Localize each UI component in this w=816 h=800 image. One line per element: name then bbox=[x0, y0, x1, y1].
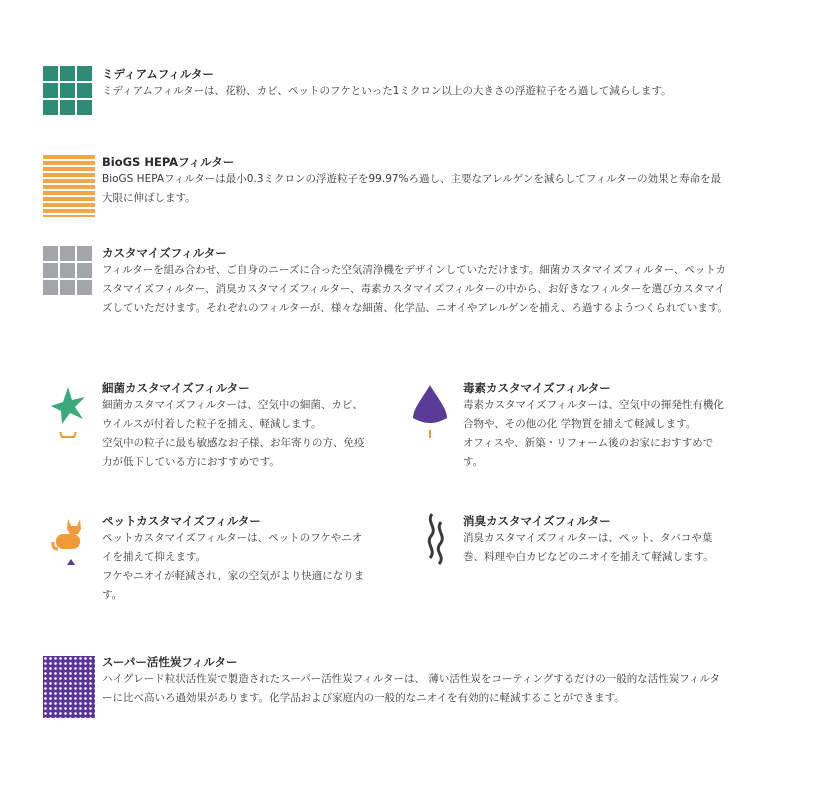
hepa-filter-desc: BioGS HEPAフィルターは最小0.3ミクロンの浮遊粒子を99.97%ろ過し、主要なアレルゲンを減らしてフィルターの効果と寿命を最 大限に伸ばします。 bbox=[102, 173, 722, 204]
antibacterial-section bbox=[102, 380, 402, 472]
medium-filter-section bbox=[102, 66, 782, 101]
antibacterial-title: 細菌カスタマイズフィルター bbox=[102, 381, 250, 395]
pet-section bbox=[102, 513, 402, 605]
hepa-filter-title: BioGS HEPAフィルター bbox=[102, 155, 235, 169]
deodorize-section bbox=[463, 513, 763, 567]
medium-filter-title: ミディアムフィルター bbox=[102, 67, 214, 81]
gray-grid-icon bbox=[43, 246, 92, 295]
purple-dots-icon bbox=[43, 656, 95, 718]
antibacterial-desc: 細菌カスタマイズフィルターは、空気中の細菌、カビ、 ウイルスが付着した粒子を捕え、軽減します。 空気中の粒子に最も敏感なお子様、お年寄りの方、免疫 力が低下している方におすすめです。 bbox=[102, 399, 365, 468]
odor-waves-icon bbox=[420, 512, 452, 568]
carbon-filter-title: スーパー活性炭フィルター bbox=[102, 655, 238, 669]
toxin-section bbox=[463, 380, 763, 472]
cat-icon bbox=[48, 515, 92, 571]
pet-desc: ペットカスタマイズフィルターは、ペットのフケやニオ イを捕えて抑えます。 フケやニオイが軽減され、家の空気がより快適になりま す。 bbox=[102, 532, 365, 601]
carbon-filter-desc: ハイグレード粒状活性炭で製造されたスーパー活性炭フィルターは、 薄い活性炭をコーティングするだけの一般的な活性炭フィルタ ーに比べ高いろ過効果があります。化学品および家庭内の一般的なニオイを有効的に軽減することができます。 bbox=[102, 673, 721, 704]
hepa-filter-section bbox=[102, 154, 782, 208]
toxin-title: 毒素カスタマイズフィルター bbox=[463, 381, 611, 395]
germ-icon bbox=[48, 384, 88, 446]
toxin-drop-icon bbox=[410, 382, 450, 444]
pet-title: ペットカスタマイズフィルター bbox=[102, 514, 261, 528]
orange-stripes-icon bbox=[43, 155, 95, 217]
carbon-filter-section bbox=[102, 654, 792, 708]
deodorize-desc: 消臭カスタマイズフィルターは、ペット、タバコや葉 巻、料理や白カビなどのニオイを捕えて軽減します。 bbox=[463, 532, 714, 563]
custom-filter-section bbox=[102, 245, 792, 318]
teal-grid-icon bbox=[43, 66, 92, 115]
medium-filter-desc: ミディアムフィルターは、花粉、カビ、ペットのフケといった1ミクロン以上の大きさの浮遊粒子をろ過して減らします。 bbox=[102, 85, 672, 97]
custom-filter-title: カスタマイズフィルター bbox=[102, 246, 227, 260]
toxin-desc: 毒素カスタマイズフィルターは、空気中の揮発性有機化 合物や、その他の化 学物質を捕えて軽減します。 オフィスや、新築・リフォーム後のお家におすすめで す。 bbox=[463, 399, 724, 468]
custom-filter-desc: フィルターを組み合わせ、ご自身のニーズに合った空気清浄機をデザインしていただけます。細菌カスタマイズフィルター、ペットカ スタマイズフィルター、消臭カスタマイズフィルター、毒素カスタマイズフィルターの中から、お好きなフィルターを選びカスタマイ ズしていただけます。それぞれのフィルターが、様々な細菌、化学品、ニオイやアレルゲンを捕え、ろ過するようつくられています。 bbox=[102, 264, 729, 314]
deodorize-title: 消臭カスタマイズフィルター bbox=[463, 514, 611, 528]
